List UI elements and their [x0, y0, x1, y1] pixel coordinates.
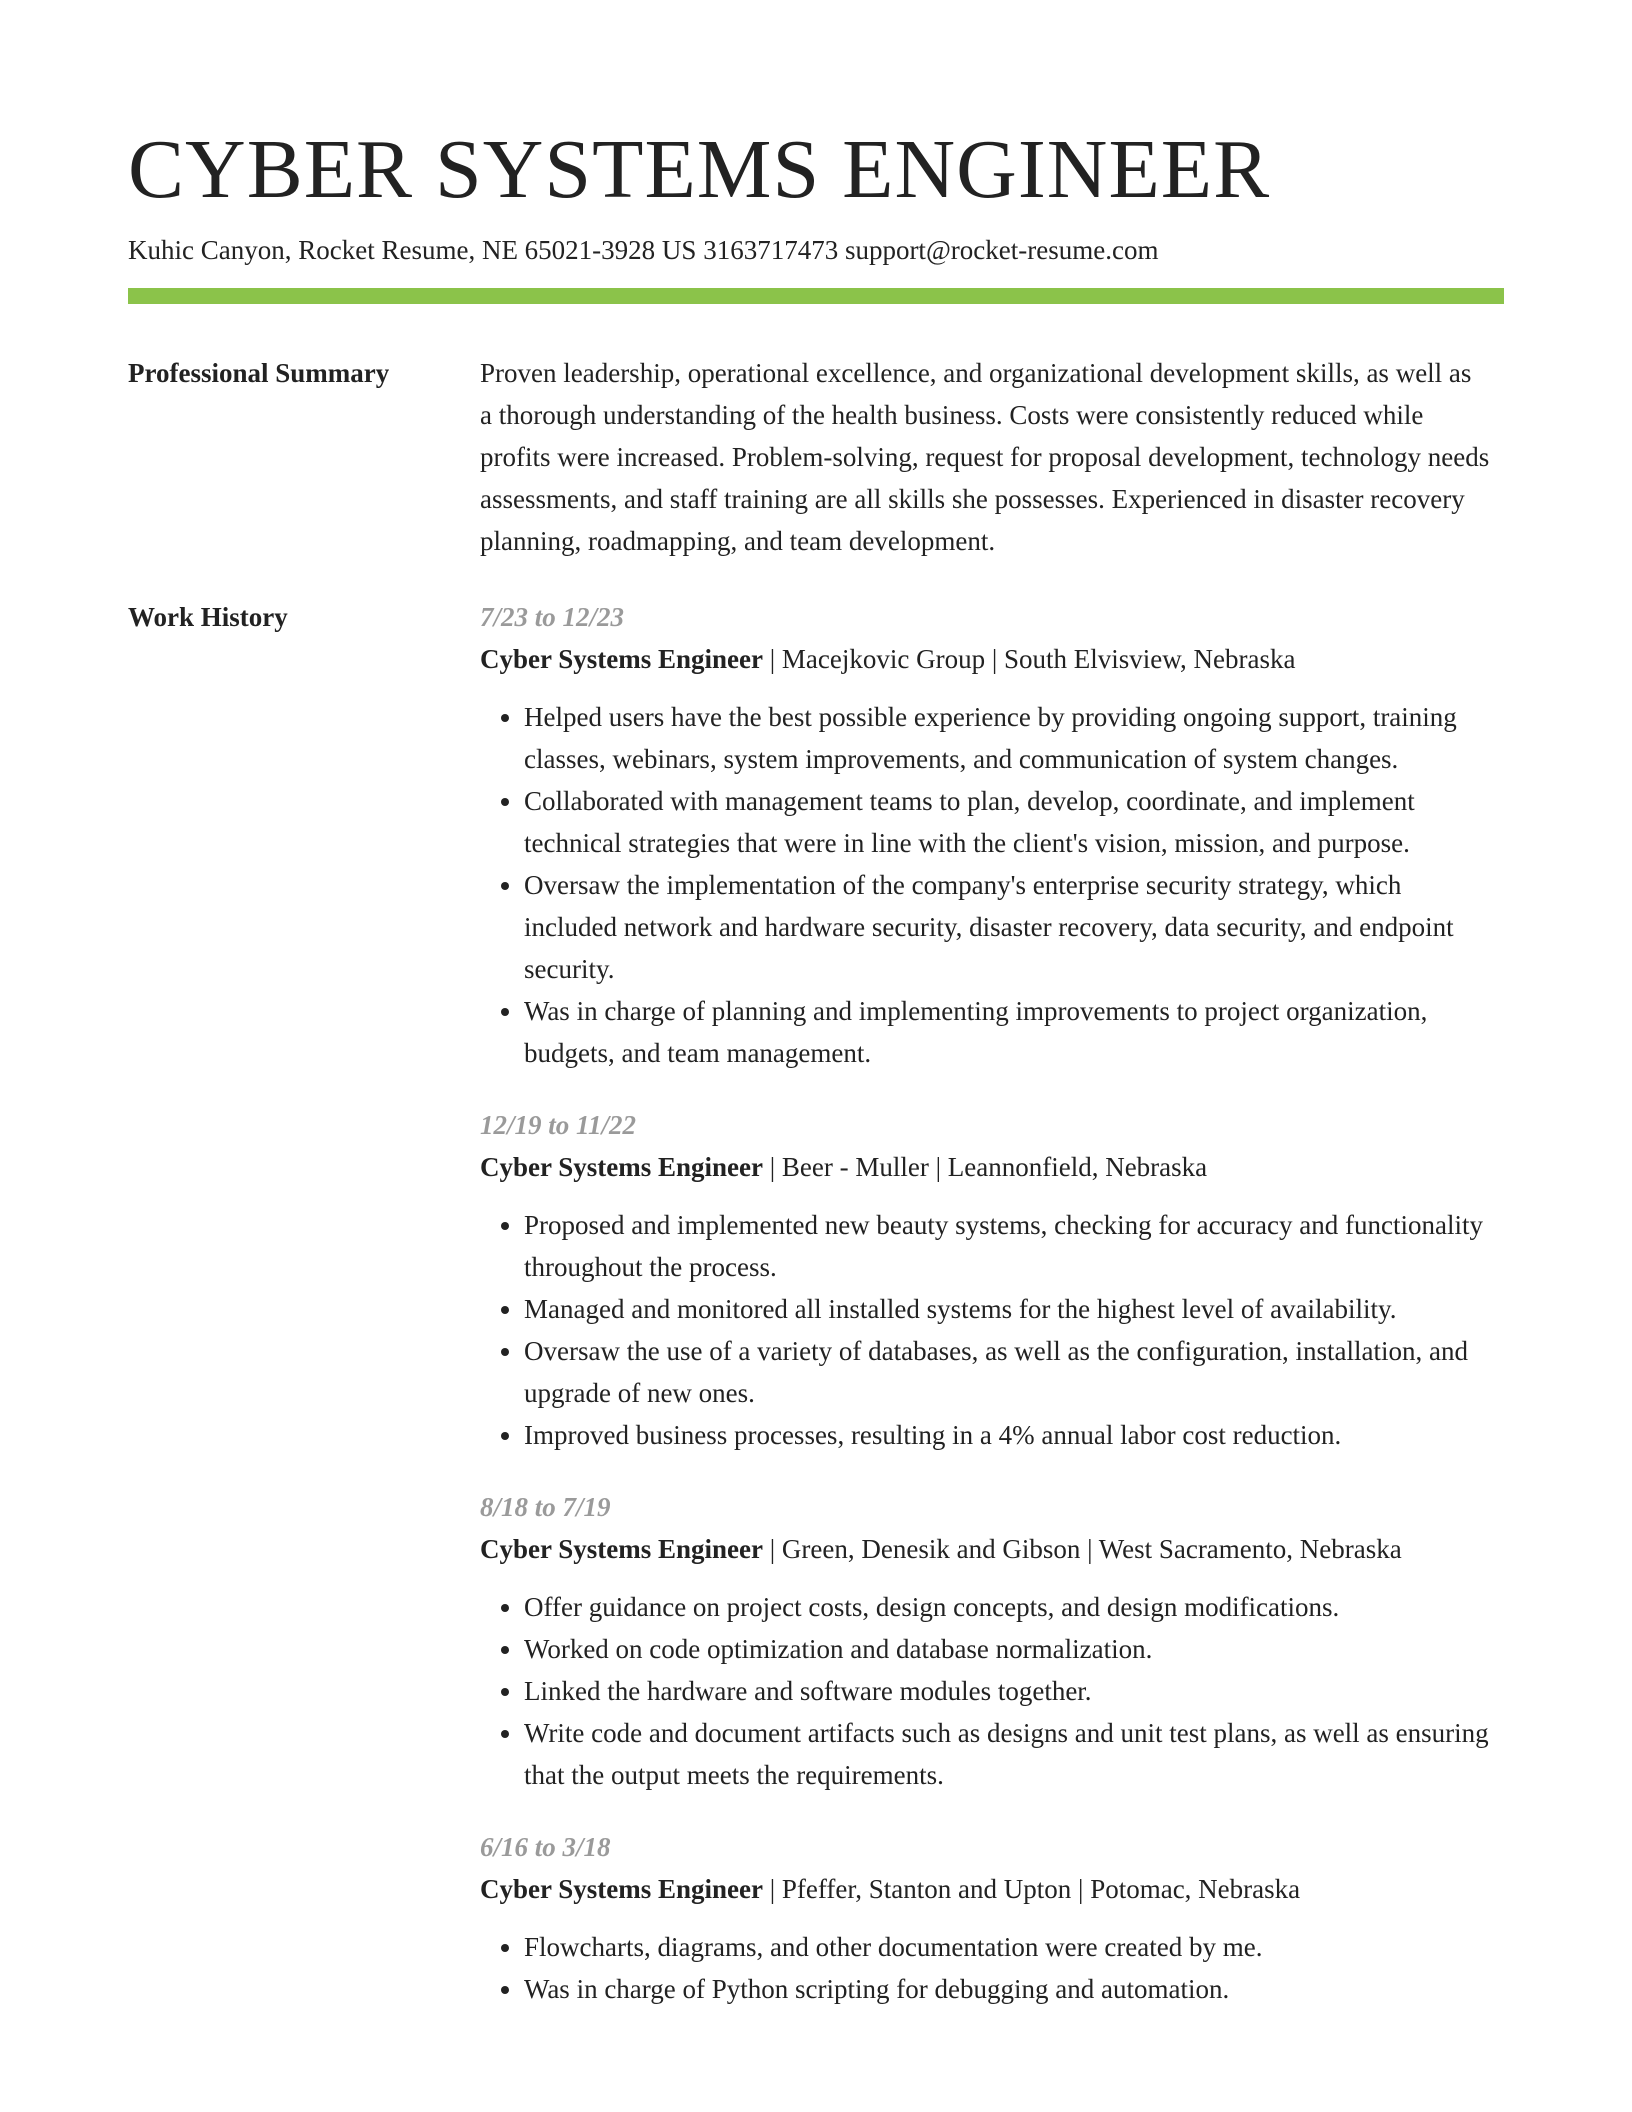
- job-entry: [480, 1486, 1490, 1796]
- summary-body: [480, 352, 1490, 562]
- job-location: | Potomac, Nebraska: [1071, 1874, 1300, 1904]
- contact-line: [128, 232, 1504, 268]
- job-bullet: • Offer guidance on project costs, design concepts, and design modifications.: [524, 1586, 1490, 1628]
- job-location: | West Sacramento, Nebraska: [1080, 1534, 1401, 1564]
- job-bullets: [480, 1926, 1490, 2010]
- job-location: | Leannonfield, Nebraska: [929, 1152, 1207, 1182]
- job-company: | Macejkovic Group: [763, 644, 985, 674]
- resume-title: CYBER SYSTEMS ENGINEER: [128, 123, 1271, 216]
- job-dates: 7/23 to 12/23: [480, 602, 625, 632]
- job-title: Cyber Systems Engineer: [480, 1874, 763, 1904]
- job-heading: [480, 1528, 1490, 1570]
- job-heading: [480, 638, 1490, 680]
- job-entry: [480, 596, 1490, 1074]
- contact-email: support@rocket-resume.com: [844, 235, 1159, 265]
- contact-phone: 3163717473: [703, 235, 839, 265]
- section-label-summary: Professional Summary: [128, 358, 390, 388]
- job-bullet: • Write code and document artifacts such as designs and unit test plans, as well as ensuring that the output meets the requirements.: [524, 1712, 1490, 1796]
- job-heading: [480, 1146, 1490, 1188]
- resume-page: [128, 120, 1504, 2010]
- job-title: Cyber Systems Engineer: [480, 1534, 763, 1564]
- professional-summary-section: [128, 352, 1504, 562]
- job-entry: [480, 1104, 1490, 1456]
- job-bullets: [480, 1586, 1490, 1796]
- job-title: Cyber Systems Engineer: [480, 1152, 763, 1182]
- job-bullet: • Proposed and implemented new beauty systems, checking for accuracy and functionality throughout the process.: [524, 1204, 1490, 1288]
- job-dates: 12/19 to 11/22: [480, 1110, 637, 1140]
- header-divider: [128, 288, 1504, 304]
- job-heading: [480, 1868, 1490, 1910]
- job-bullet: • Managed and monitored all installed systems for the highest level of availability.: [524, 1288, 1490, 1330]
- job-dates: 8/18 to 7/19: [480, 1492, 611, 1522]
- job-bullet: • Improved business processes, resulting in a 4% annual labor cost reduction.: [524, 1414, 1490, 1456]
- job-company: | Green, Denesik and Gibson: [763, 1534, 1080, 1564]
- job-bullet: • Oversaw the implementation of the company's enterprise security strategy, which included network and hardware security, disaster recovery, data security, and endpoint security.: [524, 864, 1490, 990]
- job-company: | Beer - Muller: [763, 1152, 929, 1182]
- job-location: | South Elvisview, Nebraska: [985, 644, 1295, 674]
- work-history-list: [480, 596, 1490, 2010]
- job-entry: [480, 1826, 1490, 2010]
- job-bullet: • Helped users have the best possible experience by providing ongoing support, training classes, webinars, system improvements, and communication of system changes.: [524, 696, 1490, 780]
- job-bullet: • Was in charge of Python scripting for debugging and automation.: [524, 1968, 1490, 2010]
- job-bullets: [480, 1204, 1490, 1456]
- summary-text: Proven leadership, operational excellence, and organizational development skills, as well as a thorough understanding of the health business. Costs were consistently reduced while profits were increased. Problem-solving, request for proposal development, technology needs assessments, and staff training are all skills she possesses. Experienced in disaster recovery planning, roadmapping, and team development.: [480, 358, 1490, 556]
- job-title: Cyber Systems Engineer: [480, 644, 763, 674]
- job-company: | Pfeffer, Stanton and Upton: [763, 1874, 1071, 1904]
- job-bullet: • Was in charge of planning and implementing improvements to project organization, budgets, and team management.: [524, 990, 1490, 1074]
- job-bullet: • Flowcharts, diagrams, and other documentation were created by me.: [524, 1926, 1490, 1968]
- job-bullet: • Linked the hardware and software modules together.: [524, 1670, 1490, 1712]
- job-bullet: • Collaborated with management teams to plan, develop, coordinate, and implement technical strategies that were in line with the client's vision, mission, and purpose.: [524, 780, 1490, 864]
- job-bullet: • Worked on code optimization and database normalization.: [524, 1628, 1490, 1670]
- job-bullet: • Oversaw the use of a variety of databases, as well as the configuration, installation, and upgrade of new ones.: [524, 1330, 1490, 1414]
- job-dates: 6/16 to 3/18: [480, 1832, 611, 1862]
- job-bullets: [480, 696, 1490, 1074]
- work-history-section: [128, 596, 1504, 2010]
- section-label-work-history: Work History: [128, 602, 288, 632]
- contact-address: Kuhic Canyon, Rocket Resume, NE 65021-3928 US: [128, 235, 697, 265]
